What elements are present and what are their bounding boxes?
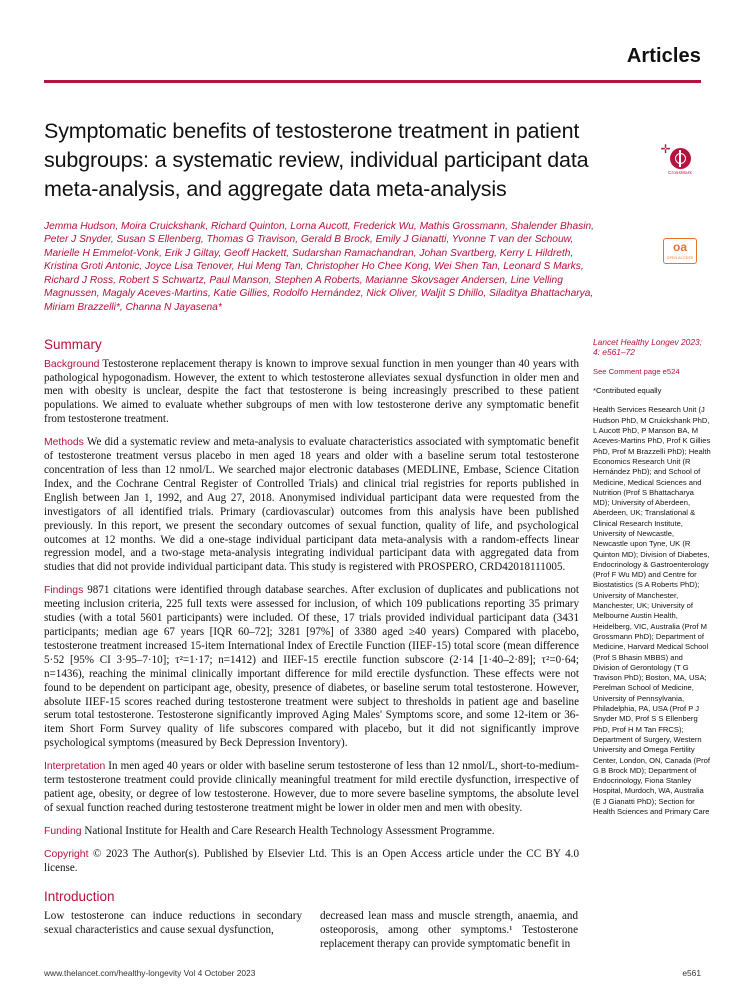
summary-interpretation — [44, 760, 579, 816]
open-access-text: oa — [672, 240, 687, 254]
copyright-label: Copyright — [44, 848, 89, 860]
funding-label: Funding — [44, 825, 82, 837]
background-label: Background — [44, 358, 100, 370]
crossmark-label: CrossMark — [667, 170, 692, 175]
affiliations-text: Health Services Research Unit (J Hudson PhD, M Cruickshank PhD, L Aucott PhD, P Manson BA, M Aceves-Martins PhD, Prof K Gillies PhD, Prof M Brazzelli PhD); Health Economics Research Unit (R Hernández PhD); and School of Medicine, Medical Sciences and Nutrition (Prof S Bhattacharya MD); University of Aberdeen, Aberdeen, UK; Translational & Clinical Research Institute, University of Newcastle, Newcastle upon Tyne, UK (R Quinton MD); Division of Diabetes, Endocrinology & Gastroenterology (Prof F Wu MD) and Centre for Biostatistics (S A Roberts PhD); University of Manchester, Manchester, UK; University of Melbourne Austin Health, Heidelberg, VIC, Australia (Prof M Grossmann PhD); Department of Medicine, Harvard Medical School (Prof S Bhasin MBBS) and Division of Gerontology (T G Travison PhD); Boston, MA, USA; Perelman School of Medicine, University of Pennsylvania, Philadelphia, PA, USA (Prof P J Snyder MD, Prof S S Ellenberg PhD, Prof H M Tan FRCS); Department of Surgery, Western University and Omega Fertility Center, London, ON, Canada (Prof G B Brock MD); Department of Endocrinology, Fiona Stanley Hospital, Murdoch, WA, Australia (E J Gianatti PhD); Section for Health Sciences and Primary Care — [593, 405, 711, 817]
summary-findings — [44, 584, 579, 751]
contributed-equally-note: *Contributed equally — [593, 386, 662, 396]
author-list: Jemma Hudson, Moira Cruickshank, Richard Quinton, Lorna Aucott, Frederick Wu, Mathis Grossmann, Shalender Bhasin, Peter J Snyder, Susan S Ellenberg, Thomas G Travison, Gerald B Brock, Emily J Gianatti, Yvonne T van der Schouw, Marielle H Emmelot-Vonk, Erik J Giltay, Geoff Hackett, Sudarshan Ramachandran, Johan Svartberg, Kerry L Hildreth, Kristina Groti Antonic, Joyce Lisa Tenover, Hui Meng Tan, Christopher Ho Chee Kong, Wei Shen Tan, Leonard S Marks, Richard J Ross, Robert S Schwartz, Paul Manson, Stephen A Roberts, Marianne Skovsager Andersen, Line Velling Magnussen, Magaly Aceves-Martins, Katie Gillies, Rodolfo Hernández, Nick Oliver, Waljit S Dhillo, Siladitya Bhattacharya, Miriam Brazzelli*, Channa N Jayasena* — [44, 220, 594, 314]
open-access-sub: OPEN ACCESS — [666, 256, 694, 260]
introduction-heading: Introduction — [44, 889, 115, 905]
introduction-columns — [44, 910, 579, 952]
page-footer — [44, 968, 701, 978]
methods-text: We did a systematic review and meta-analysis to evaluate characteristics associated with symptomatic benefit of testosterone treatment versus placebo in men aged 18 years and older with a baseline serum total testosterone concentration of less than 12 nmol/L. We searched major electronic databases (MEDLINE, Embase, Science Citation Index, and the Cochrane Central Register of Controlled Trials) and clinical trial registries for reports published in English between Jan 1, 1992, and Aug 27, 2018. Anonymised individual participant data were requested from the investigators of all identified trials. Primary (cardiovascular) outcomes from this analysis have been published previously. In this report, we present the secondary outcomes of sexual function, quality of life, and psychological outcomes at 12 months. We did a one-stage individual participant data meta-analysis with a random-effects linear regression model, and a two-stage meta-analysis integrating individual participant data with aggregated data from studies that did not provide individual participant data. This study is registered with PROSPERO, CRD42018111005. — [44, 436, 579, 574]
summary-funding — [44, 825, 579, 839]
funding-text: National Institute for Health and Care Research Health Technology Assessment Programme. — [81, 824, 495, 837]
interpretation-label: Interpretation — [44, 761, 106, 773]
footer-page-number: e561 — [682, 968, 701, 978]
introduction-text-right: decreased lean mass and muscle strength, anaemia, and osteoporosis, among other symptoms.¹ Testosterone replacement therapy can provide symptomatic benefit in — [320, 910, 578, 951]
summary-copyright — [44, 848, 579, 876]
crossmark-badge[interactable] — [659, 142, 701, 175]
introduction-text-left: Low testosterone can induce reductions in secondary sexual characteristics and cause sexual dysfunction, — [44, 910, 302, 937]
findings-label: Findings — [44, 585, 84, 597]
summary-background — [44, 358, 579, 428]
interpretation-text: In men aged 40 years or older with baseline serum testosterone of less than 12 nmol/L, short-to-medium-term testosterone treatment could provide clinically meaningful treatment for mild erectile dysfunction, irrespective of patient age, obesity, or degree of low testosterone. However, due to more severe baseline symptoms, the absolute level of sexual function reached during testosterone treatment might be lower in older men and men with obesity. — [44, 760, 579, 814]
main-column — [44, 337, 579, 953]
sidebar-column — [593, 337, 711, 953]
introduction-column-left — [44, 910, 302, 952]
findings-text: 9871 citations were identified through database searches. After exclusion of duplicates and publications not meeting inclusion criteria, 225 full texts were assessed for inclusion, of which 109 publications reporting 35 primary studies (with a total 5601 participants) were included. Of these, 17 trials provided individual participant data (3431 participants; median age 67 years [IQR 60–72]; 3281 [97%] of 3380 aged ≥40 years) Compared with placebo, testosterone treatment increased 15-item International Index of Erectile Function (IIEF-15) total score (mean difference 5·52 [95% CI 3·95–7·10]; τ²=1·17; n=1412) and IIEF-15 erectile function subscore (2·14 [1·40–2·89]; τ²=0·64; n=1436), reaching the minimal clinically important difference for mild erectile dysfunction. These effects were not found to be dependent on participant age, obesity, presence of diabetes, or baseline serum total testosterone. However, absolute IIEF-15 scores reached during testosterone treatment were subject to thresholds in patient age and baseline serum total testosterone. Testosterone significantly improved Aging Males' Symptoms score, and some 12-item or 36-item Short Form Survey quality of life subscores compared with placebo, but it did not significantly improve psychological symptoms (measured by Beck Depression Inventory). — [44, 584, 579, 750]
footer-source: www.thelancet.com/healthy-longevity Vol 4 October 2023 — [44, 968, 256, 978]
page-section-label: Articles — [626, 45, 701, 67]
content-area — [44, 336, 711, 953]
introduction-section — [44, 889, 579, 952]
journal-citation: Lancet Healthy Longev 2023; 4: e561–72 — [593, 336, 702, 358]
methods-label: Methods — [44, 437, 84, 449]
open-access-icon — [663, 238, 697, 264]
header-divider — [44, 80, 701, 83]
page-title: Symptomatic benefits of testosterone treatment in patient subgroups: a systematic review, individual participant data meta-analysis, and aggregate data meta-analysis — [44, 118, 589, 201]
introduction-column-right — [320, 910, 578, 952]
see-comment-link[interactable]: See Comment page e524 — [593, 366, 680, 376]
open-access-badge — [659, 238, 701, 264]
background-text: Testosterone replacement therapy is known to improve sexual function in men younger than 40 years with pathological hypogonadism. However, the extent to which testosterone alleviates sexual dysfunction in older men and men with obesity is unclear, despite the fact that testosterone is being increasingly prescribed to these patient populations. We aimed to evaluate whether subgroups of men with low testosterone derive any symptomatic benefit from testosterone treatment. — [44, 357, 579, 426]
summary-heading: Summary — [44, 336, 102, 352]
crossmark-icon: ✛ — [670, 148, 691, 169]
summary-methods — [44, 436, 579, 575]
copyright-text: © 2023 The Author(s). Published by Elsevier Ltd. This is an Open Access article under the CC BY 4.0 license. — [44, 847, 579, 874]
